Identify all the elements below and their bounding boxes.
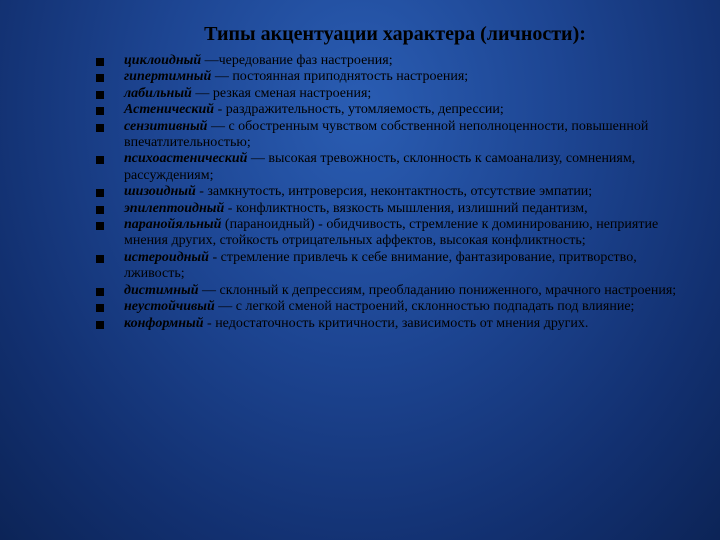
item-description: - раздражительность, утомляемость, депрессии; [214,102,504,118]
item-description: — высокая тревожность, склонность к самоанализу, сомнениям, рассуждениям; [124,151,636,183]
item-description: — склонный к депрессиям, преобладанию пониженного, мрачного настроения; [198,282,677,298]
square-bullet-icon [96,58,104,66]
item-term: истероидный [124,249,209,265]
item-term: циклоидный [124,53,202,68]
list-item [96,250,696,283]
item-description: — постоянная приподнятость настроения; [211,69,469,85]
list-item [96,316,696,332]
accentuation-type-list [96,53,696,332]
item-description: - недостаточность критичности, зависимость от мнения других. [203,315,589,331]
item-description: — резкая сменая настроения; [191,85,372,101]
square-bullet-icon [96,91,104,99]
square-bullet-icon [96,206,104,214]
list-item [96,69,696,85]
item-term: дистимный [124,282,199,298]
list-item [96,299,696,315]
list-item [96,53,696,69]
list-item [96,86,696,102]
list-item [96,283,696,299]
item-term: лабильный [124,85,192,101]
item-term: неустойчивый [124,299,215,315]
square-bullet-icon [96,304,104,312]
item-description: - стремление привлечь к себе внимание, фантазирование, притворство, лживость; [124,249,637,282]
square-bullet-icon [96,189,104,197]
item-term: шизоидный [124,184,196,200]
item-term: эпилептоидный [124,200,225,216]
item-description: - замкнутость, интроверсия, неконтактность, отсутствие эмпатии; [195,184,593,200]
square-bullet-icon [96,321,104,329]
square-bullet-icon [96,107,104,115]
list-item [96,119,696,152]
square-bullet-icon [96,124,104,132]
item-description: — с обостренным чувством собственной неполноценности, повышенной впечатлительностью; [124,118,649,151]
item-description: — с легкой сменой настроений, склонностью подпадать под влияние; [214,299,635,315]
item-description: (параноидный) - обидчивость, стремление к доминированию, неприятие мнения других, стойкость отрицательных аффектов, высокая конфликтность; [124,217,659,249]
square-bullet-icon [96,255,104,263]
item-term: психоастенический [124,151,248,167]
item-term: Астенический [124,102,215,118]
item-term: паранойяльный [124,217,222,233]
item-description: —чередование фаз настроения; [201,53,393,68]
item-term: гипертимный [124,69,212,85]
list-item [96,102,696,118]
slide-title: Типы акцентуации характера (личности): [204,23,586,45]
list-item [96,184,696,200]
square-bullet-icon [96,288,104,296]
list-item [96,201,696,217]
square-bullet-icon [96,156,104,164]
square-bullet-icon [96,222,104,230]
list-item [96,217,696,250]
item-description: - конфликтность, вязкость мышления, излишний педантизм, [224,200,588,216]
square-bullet-icon [96,74,104,82]
item-term: сензитивный [124,118,208,134]
list-item [96,151,696,184]
item-term: конформный [124,315,204,331]
